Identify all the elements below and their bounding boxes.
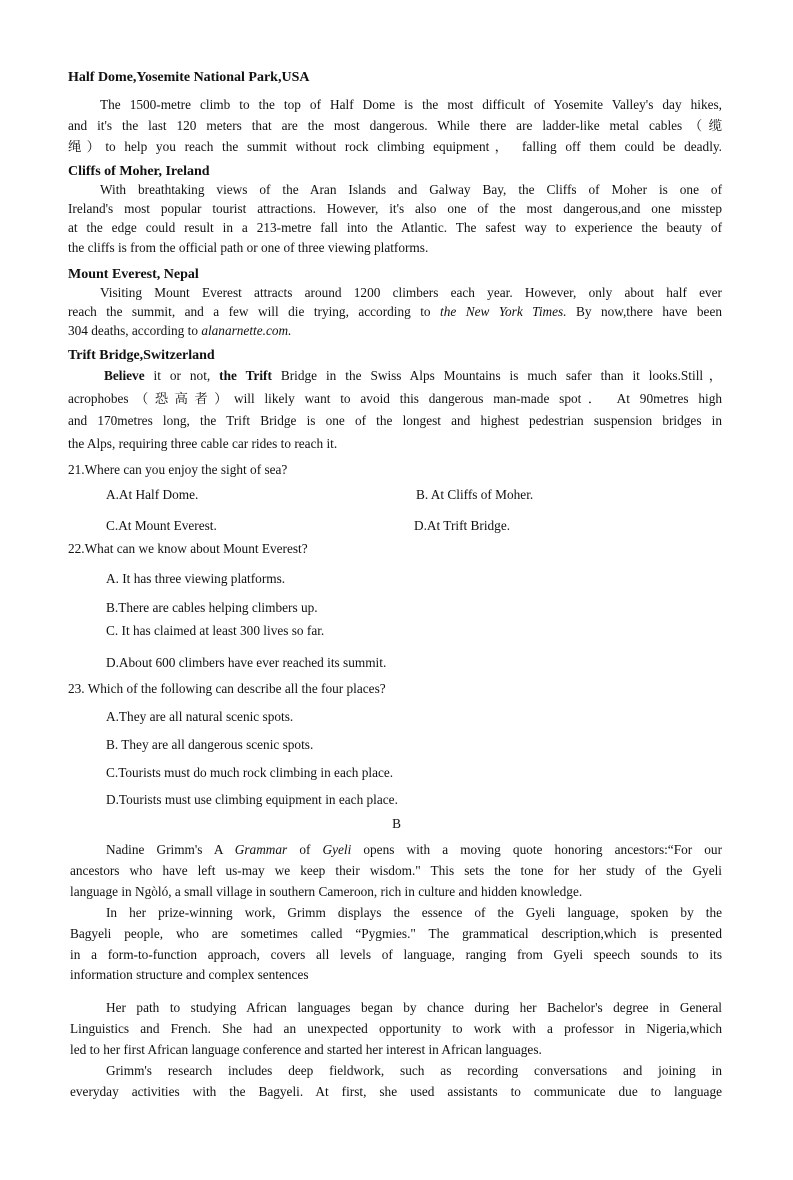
text-segment: it or not,: [144, 368, 220, 383]
question-22-option-d: D.About 600 climbers have ever reached its summit.: [106, 655, 387, 670]
question-23-option-d: D.Tourists must use climbing equipment in each place.: [106, 792, 398, 807]
section-heading-half-dome: Half Dome,Yosemite National Park,USA: [68, 70, 310, 85]
text-line: Ireland's most popular tourist attractions. However, it's also one of the most dangerous,and one misstep: [68, 201, 722, 217]
question-22-option-b: B.There are cables helping climbers up.: [106, 600, 318, 615]
text-segment: Bridge in the Swiss Alps Mountains is much safer than it looks.Still，: [271, 368, 722, 383]
text-line: acrophobes（恐高者）will likely want to avoid this dangerous man-made spot． At 90metres high: [68, 390, 722, 406]
paragraph-mount-everest: [68, 283, 722, 341]
text-line: Grimm's research includes deep fieldwork, such as recording conversations and joining in: [106, 1063, 722, 1078]
passage-b-paragraph-3: [70, 998, 722, 1060]
text-line: Bagyeli people, who are sometimes called “Pygmies." The grammatical description,which is presented: [70, 925, 722, 941]
text-segment: reach the summit, and a few will die trying, according to: [68, 304, 441, 320]
section-heading-mount-everest: Mount Everest, Nepal: [68, 267, 199, 282]
text-line: information structure and complex sentences: [70, 967, 309, 983]
text-line: Linguistics and French. She had an unexpected opportunity to work with a professor in Nigeria,which: [70, 1020, 722, 1036]
book-title-word: Grammar: [234, 842, 288, 857]
text-line: In her prize-winning work, Grimm displays the essence of the Gyeli language, spoken by the: [106, 905, 722, 920]
paragraph-trift-bridge: [68, 365, 722, 455]
question-21-option-b: B. At Cliffs of Moher.: [416, 487, 534, 502]
question-21-option-a: A.At Half Dome.: [106, 487, 199, 502]
question-23-stem: 23. Which of the following can describe all the four places?: [68, 681, 386, 696]
question-21-option-d: D.At Trift Bridge.: [414, 518, 511, 533]
text-line: at the edge could result in a 213-metre fall into the Atlantic. The safest way to experience the beauty of: [68, 220, 722, 236]
text-segment: 304 deaths, according to: [68, 323, 202, 339]
text-line: The 1500-metre climb to the top of Half Dome is the most difficult of Yosemite Valley's day hikes,: [100, 97, 722, 112]
text-line: [70, 840, 722, 861]
question-23-option-b: B. They are all dangerous scenic spots.: [106, 737, 314, 752]
text-line: [68, 321, 722, 340]
text-line: the cliffs is from the official path or one of three viewing platforms.: [68, 239, 429, 255]
text-segment: Nadine Grimm's A: [106, 842, 235, 857]
text-line: language in Ngòló, a small village in southern Cameroon, rich in culture and hidden knowledge.: [70, 883, 583, 899]
passage-b-paragraph-4: [70, 1061, 722, 1103]
text-line: and it's the last 120 meters that are the most dangerous. While there are ladder-like metal cables（缆: [68, 117, 722, 133]
text-bold: the Trift: [219, 368, 272, 383]
text-line: Her path to studying African languages began by chance during her Bachelor's degree in General: [106, 1000, 722, 1015]
text-line: [68, 302, 722, 321]
question-21-option-c: C.At Mount Everest.: [106, 518, 217, 533]
text-line: led to her first African language conference and started her interest in African languages.: [70, 1041, 542, 1057]
source-website: alanarnette.com.: [201, 323, 292, 339]
passage-b-paragraph-2: [70, 903, 722, 986]
paragraph-cliffs-of-moher: [68, 180, 722, 257]
section-heading-trift-bridge: Trift Bridge,Switzerland: [68, 348, 215, 363]
text-line: [68, 365, 722, 388]
question-23-option-a: A.They are all natural scenic spots.: [106, 709, 294, 724]
question-22-option-a: A. It has three viewing platforms.: [106, 571, 286, 586]
question-22-stem: 22.What can we know about Mount Everest?: [68, 541, 308, 556]
text-segment: of: [287, 842, 323, 857]
passage-b-label: B: [392, 816, 401, 831]
source-nyt: the New York Times.: [440, 304, 567, 320]
question-23-option-c: C.Tourists must do much rock climbing in each place.: [106, 765, 394, 780]
question-21-stem: 21.Where can you enjoy the sight of sea?: [68, 462, 288, 477]
book-title-word: Gyeli: [322, 842, 352, 857]
text-line: in a form-to-function approach, covers all levels of language, ranging from Gyeli speech sounds to its: [70, 946, 722, 962]
text-line: everyday activities with the Bagyeli. At first, she used assistants to communicate due to language: [70, 1083, 722, 1099]
paragraph-half-dome: [68, 95, 722, 157]
text-line: Visiting Mount Everest attracts around 1200 climbers each year. However, only about half ever: [100, 285, 722, 300]
text-line: and 170metres long, the Trift Bridge is one of the longest and highest pedestrian suspension bridges in: [68, 413, 722, 428]
text-line: With breathtaking views of the Aran Islands and Galway Bay, the Cliffs of Moher is one of: [100, 182, 722, 197]
passage-b-paragraph-1: [70, 840, 722, 902]
text-bold: Believe: [104, 368, 145, 383]
section-heading-cliffs-of-moher: Cliffs of Moher, Ireland: [68, 164, 210, 179]
text-segment: By now,there have been: [566, 304, 722, 320]
text-line: the Alps, requiring three cable car rides to reach it.: [68, 435, 338, 451]
text-segment: opens with a moving quote honoring ancestors:“For our: [351, 842, 722, 857]
text-line: ancestors who have left us-may we keep their wisdom." This sets the tone for her study of the Gyeli: [70, 862, 722, 878]
question-22-option-c: C. It has claimed at least 300 lives so far.: [106, 623, 325, 638]
text-line: 绳）to help you reach the summit without rock climbing equipment， falling off them could be deadly.: [68, 138, 722, 154]
